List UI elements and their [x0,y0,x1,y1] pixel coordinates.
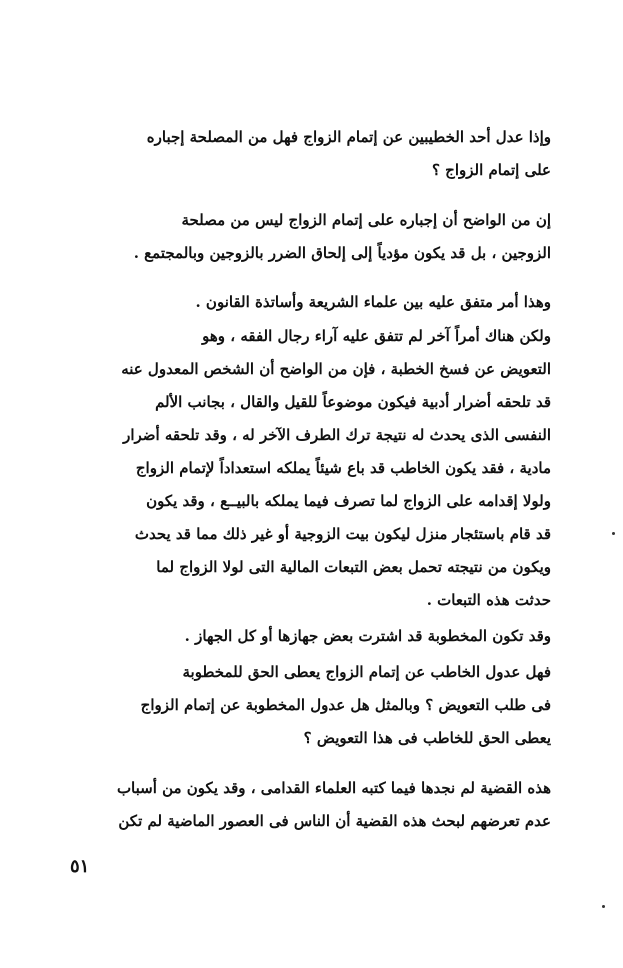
text-line: إن من الواضح أن إجباره على إتمام الزواج ليس من مصلحة [181,211,551,229]
text-line: وهذا أمر متفق عليه بين علماء الشريعة وأساتذة القانون . [195,293,551,311]
paragraph-6 [70,656,551,755]
text-line: عدم تعرضهم لبحث هذه القضية أن الناس فى العصور الماضية لم تكن [118,812,551,830]
text-line: فى طلب التعويض ؟ وبالمثل هل عدول المخطوبة عن إتمام الزواج [140,696,551,714]
text-line: حدثت هذه التبعات . [426,591,551,609]
paragraph-3 [70,286,551,319]
text-line: مادية ، فقد يكون الخاطب قد باع شيئاً يملكه استعداداً لإتمام الزواج [135,459,551,477]
text-line: ولكن هناك أمراً آخر لم تتفق عليه آراء رجال الفقه ، وهو [202,327,551,345]
text-line: يعطى الحق للخاطب فى هذا التعويض ؟ [303,729,551,747]
paragraph-7 [70,772,551,838]
text-line: ويكون من نتيجته تحمل بعض التبعات المالية التى لولا الزواج لما [156,558,551,576]
text-line: النفسى الذى يحدث له نتيجة ترك الطرف الآخر له ، وقد تلحقه أضرار [123,426,551,444]
paragraph-4 [70,320,551,617]
page-number: ٥١ [70,856,90,877]
text-line: ولولا إقدامه على الزواج لما تصرف فيما يملكه بالبيــع ، وقد يكون [146,492,551,510]
paragraph-2 [70,204,551,270]
scan-speck [612,532,615,535]
paragraph-1 [70,121,551,187]
text-line: الزوجين ، بل قد يكون مؤدياً إلى إلحاق الضرر بالزوجين وبالمجتمع . [133,244,551,262]
paragraph-5 [70,620,551,653]
text-line: قد قام باستئجار منزل ليكون بيت الزوجية أو غير ذلك مما قد يحدث [134,525,551,543]
text-line: وقد تكون المخطوبة قد اشترت بعض جهازها أو كل الجهاز . [184,627,551,645]
text-line: فهل عدول الخاطب عن إتمام الزواج يعطى الحق للمخطوبة [182,663,551,681]
text-line: وإذا عدل أحد الخطيبين عن إتمام الزواج فهل من المصلحة إجباره [146,128,551,146]
text-line: التعويض عن فسخ الخطبة ، فإن من الواضح أن الشخص المعدول عنه [121,360,551,378]
text-line: هذه القضية لم نجدها فيما كتبه العلماء القدامى ، وقد يكون من أسباب [116,779,551,797]
scan-speck [602,905,605,908]
text-line: قد تلحقه أضرار أدبية فيكون موضوعاً للقيل والقال ، بجانب الألم [155,393,551,411]
text-line: على إتمام الزواج ؟ [431,161,551,179]
